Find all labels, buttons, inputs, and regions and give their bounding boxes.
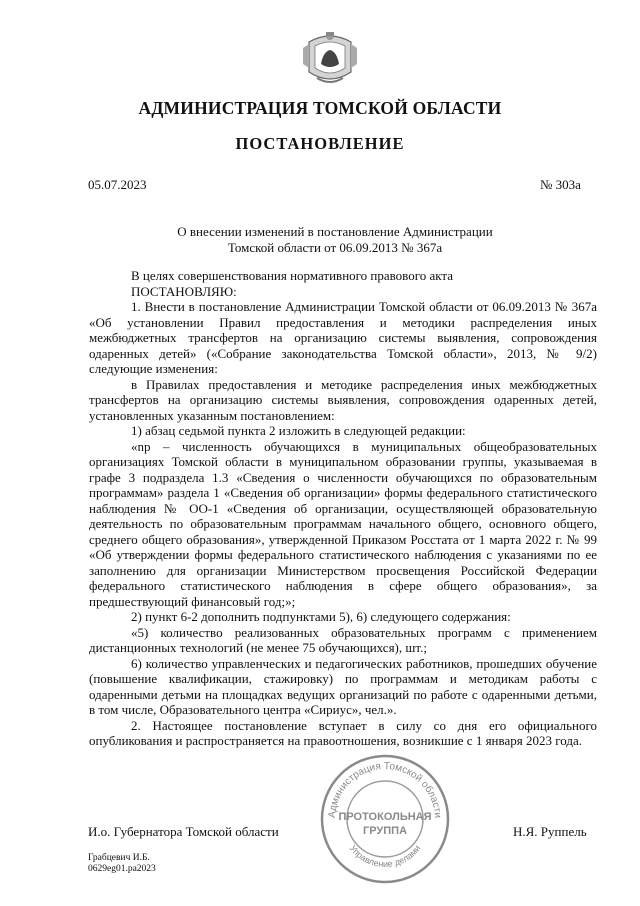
stamp-ring-bottom: Управление делами — [347, 843, 423, 870]
stamp-ring-text: Администрация Томской области — [326, 760, 444, 819]
organization-title: АДМИНИСТРАЦИЯ ТОМСКОЙ ОБЛАСТИ — [138, 98, 502, 118]
item-1-intro: в Правилах предоставления и методике распределения иных межбюджетных трансфертов на организацию системы выявления, сопровождения одаренных детей, установленных указанным постановлением: — [89, 376, 597, 423]
document-subject — [150, 224, 520, 256]
item-2: 2. Настоящее постановление вступает в силу со дня его официального опубликования и распространяется на правоотношения, возникшие с 1 января 2023 года. — [89, 717, 597, 748]
stamp-center-line-1: ПРОТОКОЛЬНАЯ — [338, 811, 432, 823]
document-body — [89, 268, 597, 749]
quote-1: «nр – численность обучающихся в муниципальных общеобразовательных организациях Томской области в муниципальном образовании группы, указываемая в графе 3 подраздела 1.3 «Сведения о численности обучающихся по образовательным программам» раздела 1 «Сведения об организации» формы федерального статистического наблюдения № ОО-1 «Сведения об организации, осуществляющей образовательную деятельность по образовательным программам начального общего, основного общего, среднего общего образования», утвержденной Приказом Росстата от 1 марта 2022 г. № 99 «Об утверждении формы федерального статистического наблюдения с указаниями по ее заполнению для организации Министерством просвещения Российской Федерации федерального статистического наблюдения в сфере общего образования», за предшествующий финансовый год;»; — [89, 438, 597, 609]
subitem-1: 1) абзац седьмой пункта 2 изложить в следующей редакции: — [131, 423, 466, 438]
subject-line-1: О внесении изменений в постановление Администрации — [177, 224, 493, 239]
resolve-heading: ПОСТАНОВЛЯЮ: — [131, 283, 237, 299]
stamp-center-line-2: ГРУППА — [362, 825, 408, 837]
protocol-group-stamp — [318, 752, 452, 886]
coat-of-arms-icon — [299, 28, 361, 88]
executor-name: Грабцевич И.Б. — [88, 853, 150, 863]
signatory-position: И.о. Губернатора Томской области — [88, 824, 279, 839]
document-date: 05.07.2023 — [88, 177, 147, 192]
subject-line-2: Томской области от 06.09.2013 № 367а — [227, 240, 443, 255]
executor-info — [88, 853, 156, 875]
preamble: В целях совершенствования нормативного правового акта — [131, 268, 454, 283]
subitem-2: 2) пункт 6-2 дополнить подпунктами 5), 6) следующего содержания: — [131, 609, 511, 624]
signatory-name: Н.Я. Руппель — [513, 824, 587, 839]
executor-code: 0629eg01.pa2023 — [88, 864, 156, 874]
document-number: № 303а — [540, 177, 581, 192]
quote-2: «5) количество реализованных образовательных программ с применением дистанционных технологий (не менее 75 обучающихся), шт.; — [89, 624, 597, 655]
quote-3: 6) количество управленческих и педагогических работников, прошедших обучение (повышение квалификации, стажировку) по программам и методикам работы с одаренными детьми на площадках ведущих организаций по работе с одаренными детьми, в том числе, Образовательного центра «Сириус», чел.». — [89, 655, 597, 717]
item-1: 1. Внести в постановление Администрации Томской области от 06.09.2013 № 367а «Об установлении Правил предоставления и методики распределения иных межбюджетных трансфертов на организацию системы выявления, сопровождения одаренных детей» («Собрание законодательства Томской области», 2013, № 9/2) следующие изменения: — [89, 299, 597, 376]
document-type: ПОСТАНОВЛЕНИЕ — [235, 134, 405, 153]
